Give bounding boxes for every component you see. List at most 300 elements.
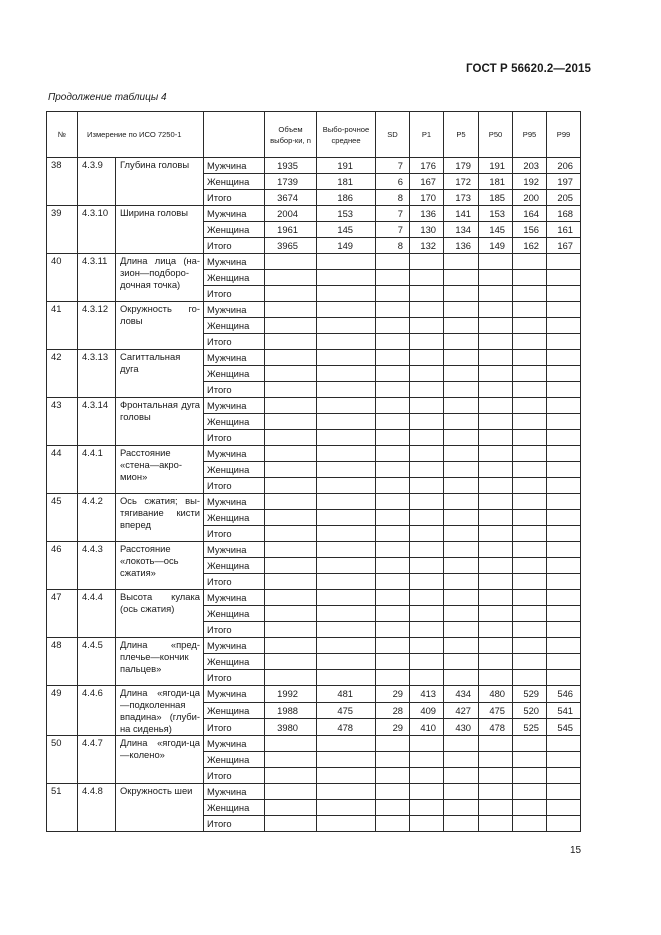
value-n <box>265 366 317 382</box>
row-number: 48 <box>47 638 78 686</box>
value-p50 <box>479 638 513 654</box>
value-p1 <box>410 670 444 686</box>
value-n: 1988 <box>265 702 317 719</box>
value-p50 <box>479 302 513 318</box>
value-p5 <box>444 784 479 800</box>
value-p99 <box>547 542 581 558</box>
value-p95 <box>513 318 547 334</box>
value-p99 <box>547 318 581 334</box>
value-n <box>265 526 317 542</box>
value-p95: 156 <box>513 222 547 238</box>
value-sd <box>376 414 410 430</box>
value-p5 <box>444 736 479 752</box>
value-n <box>265 574 317 590</box>
value-mean <box>317 606 376 622</box>
value-p50 <box>479 414 513 430</box>
value-p99 <box>547 286 581 302</box>
sex-cell: Мужчина <box>204 494 265 510</box>
value-p50 <box>479 398 513 414</box>
value-p99 <box>547 768 581 784</box>
value-p99: 206 <box>547 158 581 174</box>
value-sd <box>376 654 410 670</box>
value-p99 <box>547 430 581 446</box>
table-row <box>47 590 581 606</box>
value-p95 <box>513 270 547 286</box>
value-p5 <box>444 526 479 542</box>
table-body <box>47 158 581 832</box>
value-p5 <box>444 430 479 446</box>
value-mean <box>317 510 376 526</box>
iso-code: 4.4.5 <box>78 638 116 686</box>
value-p5: 134 <box>444 222 479 238</box>
value-mean <box>317 574 376 590</box>
col-header-p1: P1 <box>410 112 444 158</box>
sex-cell: Итого <box>204 719 265 736</box>
iso-code: 4.3.10 <box>78 206 116 254</box>
value-p99 <box>547 574 581 590</box>
iso-code: 4.3.9 <box>78 158 116 206</box>
value-p95: 200 <box>513 190 547 206</box>
value-n <box>265 768 317 784</box>
iso-code: 4.3.13 <box>78 350 116 398</box>
value-p50: 149 <box>479 238 513 254</box>
value-p50 <box>479 334 513 350</box>
value-n <box>265 254 317 270</box>
value-p99 <box>547 510 581 526</box>
value-p1 <box>410 414 444 430</box>
iso-code: 4.4.7 <box>78 736 116 784</box>
row-number: 39 <box>47 206 78 254</box>
value-p1: 136 <box>410 206 444 222</box>
value-sd: 6 <box>376 174 410 190</box>
sex-cell: Женщина <box>204 318 265 334</box>
value-p5 <box>444 654 479 670</box>
sex-cell: Мужчина <box>204 302 265 318</box>
sex-cell: Женщина <box>204 606 265 622</box>
sex-cell: Женщина <box>204 558 265 574</box>
value-mean <box>317 768 376 784</box>
value-p50 <box>479 574 513 590</box>
value-n <box>265 736 317 752</box>
value-p99: 167 <box>547 238 581 254</box>
value-p99 <box>547 366 581 382</box>
value-mean <box>317 494 376 510</box>
table-row <box>47 158 581 174</box>
sex-cell: Женщина <box>204 462 265 478</box>
value-mean <box>317 366 376 382</box>
value-p95 <box>513 574 547 590</box>
value-p95 <box>513 286 547 302</box>
value-p95 <box>513 254 547 270</box>
value-n <box>265 462 317 478</box>
value-sd: 29 <box>376 686 410 703</box>
value-p1 <box>410 590 444 606</box>
sex-cell: Мужчина <box>204 446 265 462</box>
value-mean <box>317 350 376 366</box>
value-p99 <box>547 590 581 606</box>
value-p5 <box>444 382 479 398</box>
measurement-name: Длина лица (на-зион—подборо-дочная точка) <box>116 254 204 302</box>
value-p95 <box>513 494 547 510</box>
col-header-p95: P95 <box>513 112 547 158</box>
value-n <box>265 334 317 350</box>
value-mean <box>317 654 376 670</box>
value-n <box>265 478 317 494</box>
value-p99 <box>547 622 581 638</box>
value-sd <box>376 800 410 816</box>
value-n <box>265 302 317 318</box>
value-p5 <box>444 606 479 622</box>
value-sd <box>376 526 410 542</box>
value-p99: 545 <box>547 719 581 736</box>
table-row <box>47 736 581 752</box>
measurement-name: Длина «ягоди-ца—подколенная впадина» (глуби-на сиденья) <box>116 686 204 736</box>
value-p5 <box>444 574 479 590</box>
value-sd <box>376 382 410 398</box>
value-p1 <box>410 606 444 622</box>
sex-cell: Женщина <box>204 270 265 286</box>
sex-cell: Мужчина <box>204 542 265 558</box>
value-p5 <box>444 302 479 318</box>
table-row <box>47 350 581 366</box>
col-header-sd: SD <box>376 112 410 158</box>
value-sd <box>376 558 410 574</box>
value-p5: 427 <box>444 702 479 719</box>
value-mean: 181 <box>317 174 376 190</box>
value-p95 <box>513 622 547 638</box>
value-mean <box>317 622 376 638</box>
value-p5 <box>444 816 479 832</box>
value-p95 <box>513 542 547 558</box>
sex-cell: Итого <box>204 768 265 784</box>
sex-cell: Мужчина <box>204 158 265 174</box>
value-p50 <box>479 736 513 752</box>
value-p99 <box>547 526 581 542</box>
value-p1 <box>410 430 444 446</box>
sex-cell: Итого <box>204 670 265 686</box>
value-p95 <box>513 462 547 478</box>
value-n <box>265 784 317 800</box>
value-p50 <box>479 752 513 768</box>
iso-code: 4.4.6 <box>78 686 116 736</box>
value-p5 <box>444 318 479 334</box>
value-mean <box>317 816 376 832</box>
value-mean <box>317 446 376 462</box>
sex-cell: Мужчина <box>204 638 265 654</box>
value-p95 <box>513 478 547 494</box>
value-p50: 478 <box>479 719 513 736</box>
sex-cell: Итого <box>204 238 265 254</box>
value-n <box>265 350 317 366</box>
value-p50 <box>479 558 513 574</box>
value-p5 <box>444 334 479 350</box>
value-sd: 8 <box>376 238 410 254</box>
value-p5 <box>444 510 479 526</box>
value-p1: 132 <box>410 238 444 254</box>
value-p95 <box>513 654 547 670</box>
value-p95 <box>513 638 547 654</box>
value-p99: 205 <box>547 190 581 206</box>
sex-cell: Мужчина <box>204 398 265 414</box>
measurement-name: Длина «пред-плечье—кончик пальцев» <box>116 638 204 686</box>
value-mean <box>317 526 376 542</box>
value-mean: 145 <box>317 222 376 238</box>
value-p1 <box>410 334 444 350</box>
value-p95 <box>513 590 547 606</box>
value-p99 <box>547 334 581 350</box>
value-p50 <box>479 510 513 526</box>
table-row <box>47 446 581 462</box>
value-p1 <box>410 286 444 302</box>
sex-cell: Итого <box>204 286 265 302</box>
value-p5 <box>444 414 479 430</box>
value-p50 <box>479 590 513 606</box>
value-p5 <box>444 462 479 478</box>
value-p1 <box>410 542 444 558</box>
value-p99 <box>547 302 581 318</box>
value-n <box>265 670 317 686</box>
value-sd <box>376 494 410 510</box>
value-p95: 192 <box>513 174 547 190</box>
value-sd <box>376 670 410 686</box>
value-p99 <box>547 670 581 686</box>
sex-cell: Итого <box>204 622 265 638</box>
table-row <box>47 398 581 414</box>
value-p95: 164 <box>513 206 547 222</box>
value-p1: 176 <box>410 158 444 174</box>
value-p50 <box>479 654 513 670</box>
value-sd <box>376 270 410 286</box>
value-p1 <box>410 736 444 752</box>
standard-number: ГОСТ Р 56620.2—2015 <box>466 63 591 75</box>
value-sd <box>376 542 410 558</box>
value-p95 <box>513 366 547 382</box>
value-p1 <box>410 254 444 270</box>
value-p1 <box>410 382 444 398</box>
value-mean: 153 <box>317 206 376 222</box>
value-p99 <box>547 462 581 478</box>
value-p50 <box>479 768 513 784</box>
value-p1 <box>410 462 444 478</box>
value-n <box>265 606 317 622</box>
value-p5: 136 <box>444 238 479 254</box>
col-header-mean: Выбо-рочное среднее <box>317 112 376 158</box>
value-p5: 179 <box>444 158 479 174</box>
table-row <box>47 638 581 654</box>
table-row <box>47 494 581 510</box>
value-mean <box>317 736 376 752</box>
value-n <box>265 446 317 462</box>
value-sd: 7 <box>376 222 410 238</box>
value-p5 <box>444 494 479 510</box>
value-p5 <box>444 638 479 654</box>
value-p95 <box>513 414 547 430</box>
value-p99: 541 <box>547 702 581 719</box>
value-n: 3965 <box>265 238 317 254</box>
value-p1: 167 <box>410 174 444 190</box>
value-p95: 162 <box>513 238 547 254</box>
value-p5 <box>444 350 479 366</box>
value-mean <box>317 670 376 686</box>
value-p5 <box>444 800 479 816</box>
row-number: 43 <box>47 398 78 446</box>
value-sd: 8 <box>376 190 410 206</box>
value-sd <box>376 574 410 590</box>
value-p99 <box>547 398 581 414</box>
table-row <box>47 784 581 800</box>
value-sd <box>376 334 410 350</box>
value-mean: 481 <box>317 686 376 703</box>
value-n: 1961 <box>265 222 317 238</box>
sex-cell: Итого <box>204 816 265 832</box>
row-number: 47 <box>47 590 78 638</box>
value-p1: 413 <box>410 686 444 703</box>
value-p95 <box>513 816 547 832</box>
value-p5 <box>444 398 479 414</box>
table-row <box>47 302 581 318</box>
table-row <box>47 206 581 222</box>
measurement-name: Сагиттальная дуга <box>116 350 204 398</box>
value-p99 <box>547 382 581 398</box>
value-p1 <box>410 494 444 510</box>
iso-code: 4.4.2 <box>78 494 116 542</box>
value-p95: 529 <box>513 686 547 703</box>
value-p99: 168 <box>547 206 581 222</box>
value-p50 <box>479 816 513 832</box>
sex-cell: Мужчина <box>204 254 265 270</box>
value-p99: 197 <box>547 174 581 190</box>
value-sd: 7 <box>376 158 410 174</box>
value-n <box>265 590 317 606</box>
measurement-name: Фронтальная дуга головы <box>116 398 204 446</box>
value-sd <box>376 752 410 768</box>
value-p99 <box>547 494 581 510</box>
row-number: 51 <box>47 784 78 832</box>
measurement-name: Ширина головы <box>116 206 204 254</box>
value-p99 <box>547 350 581 366</box>
value-p1 <box>410 558 444 574</box>
measurement-name: Окружность го-ловы <box>116 302 204 350</box>
value-p50 <box>479 542 513 558</box>
col-header-measure: Измерение по ИСО 7250-1 <box>78 112 204 158</box>
measurement-name: Окружность шеи <box>116 784 204 832</box>
value-p50: 145 <box>479 222 513 238</box>
value-n <box>265 654 317 670</box>
value-p99 <box>547 270 581 286</box>
value-p5 <box>444 670 479 686</box>
value-n: 2004 <box>265 206 317 222</box>
value-p99 <box>547 558 581 574</box>
value-n <box>265 318 317 334</box>
table-row <box>47 542 581 558</box>
value-sd <box>376 638 410 654</box>
value-n <box>265 398 317 414</box>
value-p50 <box>479 784 513 800</box>
value-p50: 185 <box>479 190 513 206</box>
value-p1 <box>410 510 444 526</box>
value-mean: 186 <box>317 190 376 206</box>
value-p1 <box>410 366 444 382</box>
value-p95 <box>513 558 547 574</box>
value-mean <box>317 784 376 800</box>
value-p95 <box>513 382 547 398</box>
sex-cell: Женщина <box>204 752 265 768</box>
value-p5 <box>444 768 479 784</box>
page-number: 15 <box>570 845 582 856</box>
value-mean <box>317 302 376 318</box>
value-p95 <box>513 526 547 542</box>
value-p50 <box>479 446 513 462</box>
measurement-name: Глубина головы <box>116 158 204 206</box>
iso-code: 4.4.4 <box>78 590 116 638</box>
value-p5 <box>444 478 479 494</box>
value-sd: 29 <box>376 719 410 736</box>
value-p1: 130 <box>410 222 444 238</box>
value-sd <box>376 606 410 622</box>
value-p99: 546 <box>547 686 581 703</box>
sex-cell: Итого <box>204 478 265 494</box>
value-mean <box>317 542 376 558</box>
table-row <box>47 686 581 703</box>
value-sd <box>376 768 410 784</box>
value-p99 <box>547 752 581 768</box>
value-p50 <box>479 800 513 816</box>
row-number: 40 <box>47 254 78 302</box>
value-p50 <box>479 318 513 334</box>
measurement-name: Расстояние «локоть—ось сжатия» <box>116 542 204 590</box>
value-p50 <box>479 350 513 366</box>
value-p1 <box>410 622 444 638</box>
value-p1 <box>410 350 444 366</box>
value-p5 <box>444 446 479 462</box>
value-p50 <box>479 526 513 542</box>
value-p50: 480 <box>479 686 513 703</box>
value-sd <box>376 784 410 800</box>
value-mean <box>317 430 376 446</box>
value-p99 <box>547 638 581 654</box>
value-p95 <box>513 670 547 686</box>
value-n: 3980 <box>265 719 317 736</box>
value-mean <box>317 286 376 302</box>
value-p99 <box>547 784 581 800</box>
value-p50 <box>479 254 513 270</box>
value-p50: 191 <box>479 158 513 174</box>
value-p99 <box>547 606 581 622</box>
value-mean <box>317 590 376 606</box>
value-p99 <box>547 654 581 670</box>
value-mean <box>317 270 376 286</box>
value-p95 <box>513 398 547 414</box>
value-p99 <box>547 478 581 494</box>
value-p1: 410 <box>410 719 444 736</box>
value-sd <box>376 736 410 752</box>
sex-cell: Мужчина <box>204 350 265 366</box>
value-mean: 475 <box>317 702 376 719</box>
sex-cell: Женщина <box>204 414 265 430</box>
value-n <box>265 558 317 574</box>
sex-cell: Женщина <box>204 174 265 190</box>
iso-code: 4.4.3 <box>78 542 116 590</box>
sex-cell: Итого <box>204 574 265 590</box>
value-p1 <box>410 752 444 768</box>
value-p99 <box>547 414 581 430</box>
value-mean: 191 <box>317 158 376 174</box>
value-p99: 161 <box>547 222 581 238</box>
sex-cell: Мужчина <box>204 686 265 703</box>
value-p1: 170 <box>410 190 444 206</box>
iso-code: 4.4.8 <box>78 784 116 832</box>
row-number: 44 <box>47 446 78 494</box>
